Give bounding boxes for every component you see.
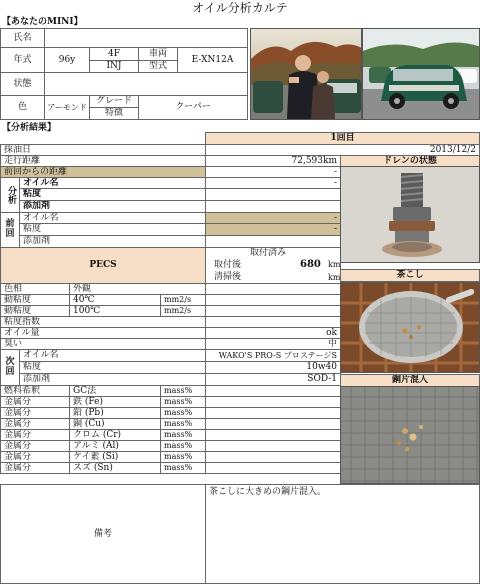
next-additive-label: 添加剤 [19,373,206,386]
metal-unit: mass% [160,407,206,419]
analysis-oil-value: - [205,177,341,189]
owner-with-car-photo [250,28,362,120]
since-last-label: 前回からの距離 [0,166,206,178]
metal-name: 銅 (Cu) [69,418,161,430]
copper-fragments-photo [340,386,480,484]
mileage-label: 走行距離 [0,155,206,167]
pecs-clean-unit: km [328,273,341,282]
model-value: E-XN12A [177,47,248,73]
pecs-clean-label: 清掃後 [214,272,242,282]
next-side-label [0,349,20,386]
metal-name: クロム (Cr) [69,429,161,441]
next-side-bottom: 回 [5,366,15,377]
viscosity-index-label: 粘度指数 [0,316,206,328]
previous-additive-label: 添加剤 [19,235,206,248]
metal-unit: mass% [160,396,206,408]
year-value: 96y [44,47,90,73]
kinematic-viscosity-100-label: 動粘度 [0,305,70,317]
pecs-install-label: 取付後 [214,260,242,270]
remarks-text: 茶こしに大きめの鋼片混入。 [205,484,480,584]
previous-side-bottom: 回 [5,229,15,239]
strainer-photo-title: 茶こし [340,269,480,282]
previous-oil-label: オイル名 [19,212,206,224]
metal-label: 金属分 [0,396,70,408]
analysis-side-text: 分析 [5,186,16,204]
pecs-install-unit: km [328,260,341,269]
drain-plug-photo [340,166,480,263]
date-label: 採油日 [0,144,206,156]
next-viscosity-label: 粘度 [19,361,206,374]
color-label: 色 [0,95,45,120]
condition-label: 状態 [0,72,45,96]
metal-name: スズ (Sn) [69,462,161,474]
model-label-bottom: 型式 [138,60,178,73]
copper-photo-title: 銅片混入 [340,374,480,387]
year-label: 年式 [0,47,45,73]
analysis-additive-label: 添加剤 [19,200,206,213]
pecs-install-value: 680 [300,259,321,270]
engine-type-top: 4F [89,47,139,61]
metal-name: 鉛 (Pb) [69,407,161,419]
metal-label: 金属分 [0,451,70,463]
metal-unit: mass% [160,451,206,463]
pecs-installed-status: 取付済み [250,248,287,258]
pecs-label: PECS [0,247,206,284]
next-viscosity-value: 10w40 [205,361,341,374]
analysis-viscosity-label: 粘度 [19,188,206,201]
metal-unit: mass% [160,462,206,474]
previous-viscosity-label: 粘度 [19,223,206,236]
previous-viscosity-value: - [205,223,341,236]
metal-label: 金属分 [0,462,70,474]
kinematic-viscosity-100-temp: 100℃ [69,305,161,317]
metal-label: 金属分 [0,440,70,452]
appearance-label: 外観 [69,283,206,295]
drain-photo-title: ドレンの状態 [340,155,480,167]
pecs-box [205,247,341,284]
previous-side-top: 前 [5,219,15,230]
next-additive-value: SOD-1 [205,373,341,386]
metal-label: 金属分 [0,429,70,441]
kinematic-viscosity-40-label: 動粘度 [0,294,70,306]
section-result-heading: 【分析結果】 [2,123,57,133]
color-value: アーモンド [44,95,90,120]
metal-unit: mass% [160,418,206,430]
metal-label: 金属分 [0,418,70,430]
metal-unit: mass% [160,440,206,452]
strainer-photo [340,282,480,373]
kinematic-viscosity-40-temp: 40℃ [69,294,161,306]
section-car-heading: 【あなたのMINI】 [2,17,83,27]
previous-oil-value: - [205,212,341,224]
condition-value [44,72,248,96]
kinematic-viscosity-100-unit: mm2/s [160,305,206,317]
next-oil-value: WAKO'S PRO-S プロステージS [205,349,341,362]
kinematic-viscosity-40-unit: mm2/s [160,294,206,306]
next-oil-label: オイル名 [19,349,206,362]
grade-value: クーパー [138,95,248,120]
previous-side-label [0,212,20,248]
metal-name: アルミ (Al) [69,440,161,452]
next-side-top: 次 [5,356,15,367]
analysis-side-label [0,177,20,213]
since-last-value: - [205,166,341,178]
remarks-label: 備考 [0,484,206,584]
grade-label-top: グレード [89,95,139,108]
analysis-oil-label: オイル名 [19,177,206,189]
metal-name: ケイ素 (Si) [69,451,161,463]
smell-value: 中 [205,338,341,350]
fuel-dilution-label: 燃料希釈 [0,385,70,397]
oil-amount-label: オイル量 [0,327,206,339]
mileage-value: 72,593km [205,155,341,167]
hue-label: 色相 [0,283,70,295]
metal-value [205,462,341,474]
metal-label: 金属分 [0,407,70,419]
model-label-top: 車両 [138,47,178,61]
metal-name: 鉄 (Fe) [69,396,161,408]
fuel-dilution-unit: mass% [160,385,206,397]
date-value: 2013/12/2 [205,144,480,156]
name-label: 氏名 [0,28,45,48]
metal-unit: mass% [160,429,206,441]
oil-amount-value: ok [205,327,341,339]
smell-label: 臭い [0,338,206,350]
fuel-dilution-method: GC法 [69,385,161,397]
mini-car-photo [362,28,480,120]
name-value [44,28,248,48]
engine-type-bottom: INJ [89,60,139,73]
doc-title: オイル分析カルテ [192,1,288,15]
round-header: 1回目 [205,132,480,145]
grade-label-bottom: 特徴 [89,107,139,120]
